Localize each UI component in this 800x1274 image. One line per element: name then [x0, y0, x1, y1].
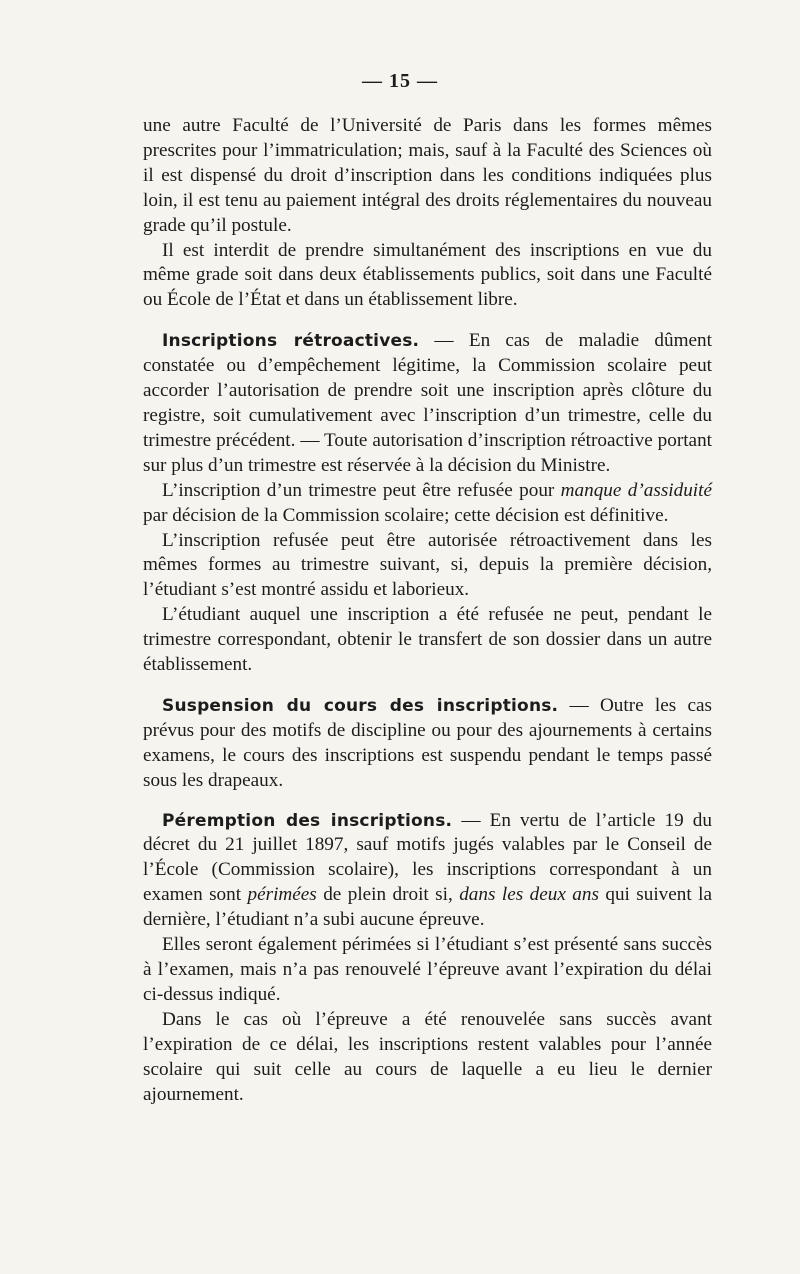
emphasis: périmées — [247, 884, 317, 906]
section-retroactive — [143, 329, 712, 478]
section-body: — En cas de maladie dûment constatée ou d’empêchement légitime, la Commission scolaire peut accorder l’autorisation de prendre soit une inscription après clôture du registre, soit cumulativement avec l’inscription d’un trimestre, celle du trimestre précédent. — Toute autorisation d’inscription rétroactive portant sur plus d’un trimestre est réservée à la décision du Ministre. — [143, 330, 712, 476]
paragraph: L’étudiant auquel une inscription a été refusée ne peut, pendant le trimestre correspondant, obtenir le transfert de son dossier dans un autre établissement. — [143, 604, 712, 676]
emphasis: dans les deux ans — [459, 884, 599, 906]
body-text — [143, 114, 712, 1107]
paragraph — [143, 479, 712, 529]
section-body: — Outre les cas prévus pour des motifs de discipline ou pour des ajournements à certains examens, le cours des inscriptions est suspendu pendant le temps passé sous les drapeaux. — [143, 694, 712, 791]
paragraph: Il est interdit de prendre simultanément des inscriptions en vue du même grade soit dans deux établissements publics, soit dans une Faculté ou École de l’État et dans un établissement libre. — [143, 239, 712, 311]
paragraph: Elles seront également périmées si l’étudiant s’est présenté sans succès à l’examen, mais n’a pas renouvelé l’épreuve avant l’expiration du délai ci-dessus indiqué. — [143, 934, 712, 1005]
section-heading: Péremption des inscriptions. — [162, 810, 453, 831]
paragraph: L’inscription refusée peut être autorisée rétroactivement dans les mêmes formes au trimestre suivant, si, depuis la première décision, l’étudiant s’est montré assidu et laborieux. — [143, 529, 712, 601]
page-number: — 15 — — [362, 70, 438, 92]
emphasis: manque d’assiduité — [560, 479, 712, 501]
section-peremption — [143, 809, 712, 934]
paragraph: Dans le cas où l’épreuve a été renouvelée sans succès avant l’expiration de ce délai, les inscriptions restent valables pour l’année scolaire qui suit celle au cours de laquelle a eu lieu le dernier ajournement. — [143, 1008, 712, 1105]
text-run: de plein droit si, — [316, 884, 460, 906]
section-heading: Inscriptions rétroactives. — [162, 331, 420, 352]
text-run: — En vertu de l’article 19 du décret du 21 juillet 1897, sauf motifs jugés valables par le Conseil de l’École (Commission scolaire), les inscriptions correspondant à un examen sont — [143, 809, 712, 906]
text-run: par décision de la Commission scolaire; cette décision est définitive. — [143, 504, 669, 526]
section-heading: Suspension du cours des inscriptions. — [162, 695, 559, 716]
paragraph: une autre Faculté de l’Université de Paris dans les formes mêmes prescrites pour l’immatriculation; mais, sauf à la Faculté des Sciences où il est dispensé du droit d’inscription dans les conditions indiquées plus loin, il est tenu au paiement intégral des droits réglementaires du nouveau grade qu’il postule. — [143, 115, 712, 236]
section-suspension — [143, 694, 712, 794]
text-run: qui suivent la dernière, l’étudiant n’a subi aucune épreuve. — [143, 884, 712, 931]
text-run: L’inscription d’un trimestre peut être refusée pour — [162, 479, 561, 501]
